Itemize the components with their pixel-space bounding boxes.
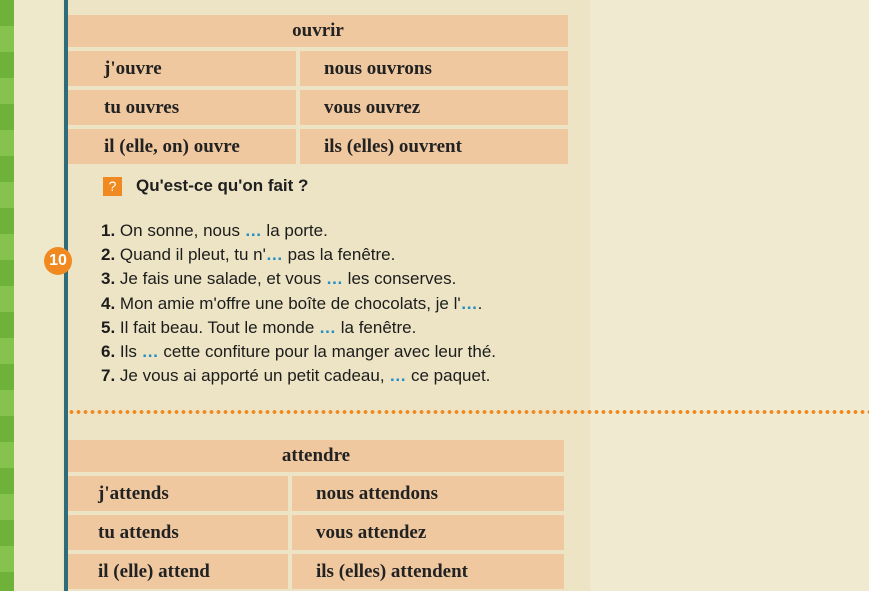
table-row [68, 476, 564, 511]
table-cell: j'attends [68, 476, 288, 511]
table-title: attendre [68, 440, 564, 472]
blank-placeholder: … [265, 245, 283, 265]
item-text-before: Il fait beau. Tout le monde [119, 317, 320, 337]
blank-placeholder: … [141, 342, 159, 362]
table-cell: tu ouvres [68, 90, 296, 125]
blank-placeholder: … [460, 293, 478, 313]
exercise-list [101, 219, 496, 388]
blank-placeholder: … [244, 221, 262, 240]
item-text-after: pas la fenêtre. [282, 245, 396, 265]
exercise-item [101, 316, 496, 340]
exercise-header [103, 176, 308, 196]
item-number: 2. [101, 245, 116, 265]
item-number: 1. [101, 221, 116, 240]
item-text-after: les conserves. [342, 269, 457, 289]
exercise-number: 10 [44, 247, 72, 275]
blank-placeholder: … [319, 317, 337, 337]
item-text-after: . [477, 293, 483, 313]
item-number: 4. [101, 293, 116, 313]
table-cell: j'ouvre [68, 51, 296, 86]
item-text-before: Mon amie m'offre une boîte de chocolats, je l' [119, 293, 461, 313]
table-row [68, 90, 568, 125]
table-cell: tu attends [68, 515, 288, 550]
item-number: 6. [101, 342, 116, 362]
table-row [68, 129, 568, 164]
table-cell: vous attendez [292, 515, 564, 550]
left-margin [14, 0, 62, 591]
conjugation-table-attendre [68, 440, 564, 589]
table-cell: ils (elles) attendent [292, 554, 564, 589]
item-text-before: On sonne, nous [119, 221, 245, 240]
table-cell: il (elle) attend [68, 554, 288, 589]
item-text-before: Je fais une salade, et vous [119, 269, 326, 289]
item-number: 3. [101, 269, 116, 289]
table-cell: vous ouvrez [300, 90, 568, 125]
exercise-title: Qu'est-ce qu'on fait ? [136, 176, 309, 195]
item-text-after: la porte. [261, 221, 328, 240]
blank-placeholder: … [325, 269, 343, 289]
item-text-after: cette confiture pour la manger avec leur thé. [158, 342, 497, 362]
exercise-item [101, 219, 496, 243]
dotted-divider [68, 410, 869, 414]
table-title: ouvrir [68, 15, 568, 47]
table-row [68, 515, 564, 550]
item-number: 7. [101, 366, 116, 386]
left-green-strip [0, 0, 14, 591]
table-row [68, 51, 568, 86]
table-cell: nous ouvrons [300, 51, 568, 86]
table-cell: il (elle, on) ouvre [68, 129, 296, 164]
item-number: 5. [101, 317, 116, 337]
item-text-after: la fenêtre. [336, 317, 417, 337]
table-cell: nous attendons [292, 476, 564, 511]
table-cell: ils (elles) ouvrent [300, 129, 568, 164]
item-text-after: ce paquet. [406, 366, 491, 386]
item-text-before: Quand il pleut, tu n' [119, 245, 266, 265]
item-text-before: Je vous ai apporté un petit cadeau, [119, 366, 390, 386]
blank-placeholder: … [389, 366, 407, 386]
exercise-item [101, 243, 496, 267]
exercise-item [101, 364, 496, 388]
item-text-before: Ils [119, 342, 142, 362]
exercise-item [101, 267, 496, 291]
exercise-item [101, 292, 496, 316]
question-icon: ? [103, 177, 122, 196]
exercise-item [101, 340, 496, 364]
table-row [68, 554, 564, 589]
conjugation-table-ouvrir [68, 15, 568, 164]
facing-page-bleed [590, 0, 869, 591]
